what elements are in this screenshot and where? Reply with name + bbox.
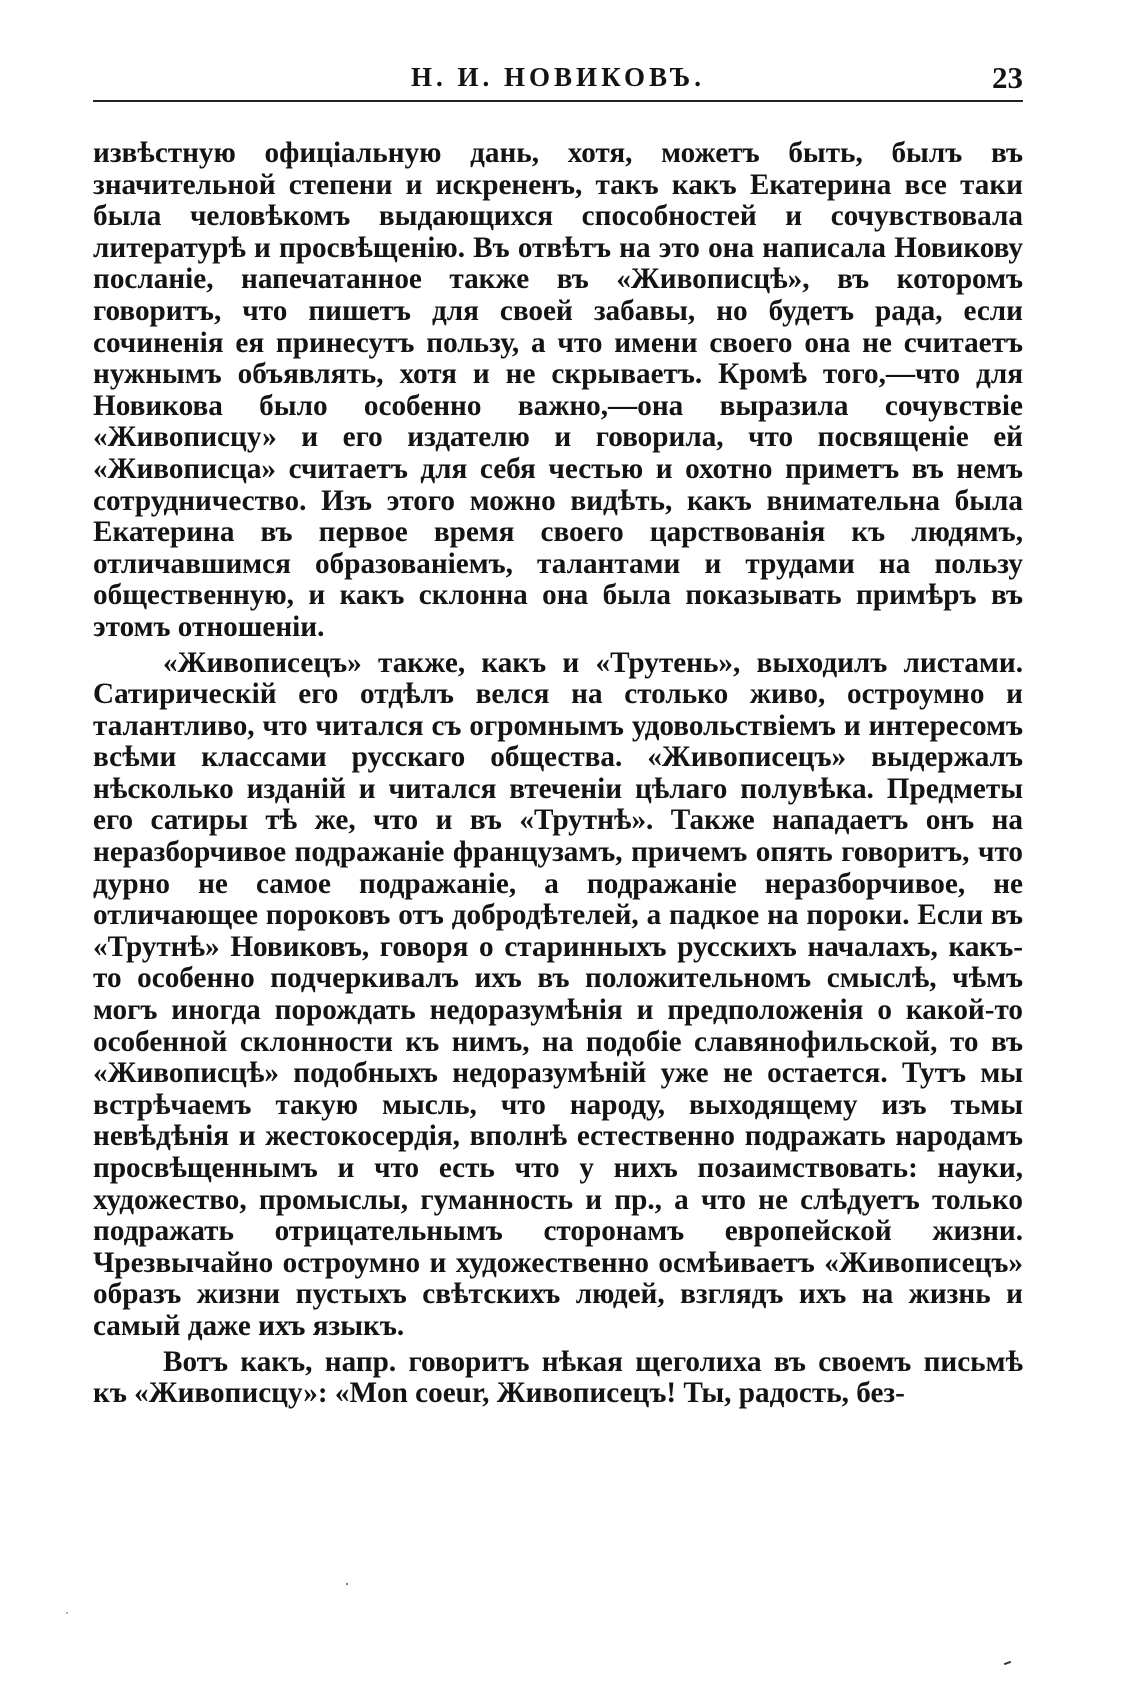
paragraph: «Живописецъ» также, какъ и «Трутень», выходилъ листами. Сатирическій его отдѣлъ велся на столько живо, остроумно и талантливо, что читался съ огромнымъ удовольствіемъ и интересомъ всѣми классами русскаго общества. «Живописецъ» выдержалъ нѣсколько изданій и читался втеченіи цѣлаго полувѣка. Предметы его сатиры тѣ же, что и въ «Трутнѣ». Также нападаетъ онъ на неразборчивое подражаніе французамъ, причемъ опять говоритъ, что дурно не самое подражаніе, а подражаніе неразборчивое, не отличающее пороковъ отъ добродѣтелей, а падкое на пороки. Если въ «Трутнѣ» Новиковъ, говоря о старинныхъ русскихъ началахъ, какъ-то особенно подчеркивалъ ихъ въ положительномъ смыслѣ, чѣмъ могъ иногда порождать недоразумѣнія и предположенія о какой-то особенной склонности къ нимъ, на подобіе славянофильской, то въ «Живописцѣ» подобныхъ недоразумѣній уже не остается. Тутъ мы встрѣчаемъ такую мысль, что народу, выходящему изъ тьмы невѣдѣнія и жестокосердія, вполнѣ естественно подражать народамъ просвѣщеннымъ и что есть что у нихъ позаимствовать: науки, художество, промыслы, гуманность и пр., а что не слѣдуетъ только подражать отрицательнымъ сторонамъ европейской жизни. Чрезвычайно остроумно и художественно осмѣиваетъ «Живописецъ» образъ жизни пустыхъ свѣтскихъ людей, взглядъ ихъ на жизнь и самый даже ихъ языкъ. — [93, 646, 1023, 1342]
book-page — [93, 56, 1023, 1410]
running-title: Н. И. НОВИКОВЪ. — [411, 62, 705, 92]
scan-speck — [66, 1612, 68, 1614]
page-number: 23 — [992, 60, 1023, 95]
scan-speck — [1004, 1661, 1011, 1665]
paragraph: извѣстную офиціальную дань, хотя, можетъ быть, былъ въ значительной степени и искрененъ, такъ какъ Екатерина все таки была человѣкомъ выдающихся способностей и сочувствовала литературѣ и просвѣщенію. Въ отвѣтъ на это она написала Новикову посланіе, напечатанное также въ «Живописцѣ», въ которомъ говоритъ, что пишетъ для своей забавы, но будетъ рада, если сочиненія ея принесутъ пользу, а что имени своего она не считаетъ нужнымъ объявлять, хотя и не скрываетъ. Кромѣ того,—что для Новикова было особенно важно,—она выразила сочувствіе «Живописцу» и его издателю и говорила, что посвященіе ей «Живописца» считаетъ для себя честью и охотно приметъ въ немъ сотрудничество. Изъ этого можно видѣть, какъ внимательна была Екатерина въ первое время своего царствованія къ людямъ, отличавшимся образованіемъ, талантами и трудами на пользу общественную, и какъ склонна она была показывать примѣръ въ этомъ отношеніи. — [93, 137, 1023, 643]
paragraph: Вотъ какъ, напр. говоритъ нѣкая щеголиха въ своемъ письмѣ къ «Живописцу»: «Mon coeur, Живописецъ! Ты, радость, без- — [93, 1345, 1023, 1410]
body-text — [93, 138, 1023, 1410]
running-header — [93, 56, 1023, 102]
scan-speck — [346, 1583, 348, 1585]
